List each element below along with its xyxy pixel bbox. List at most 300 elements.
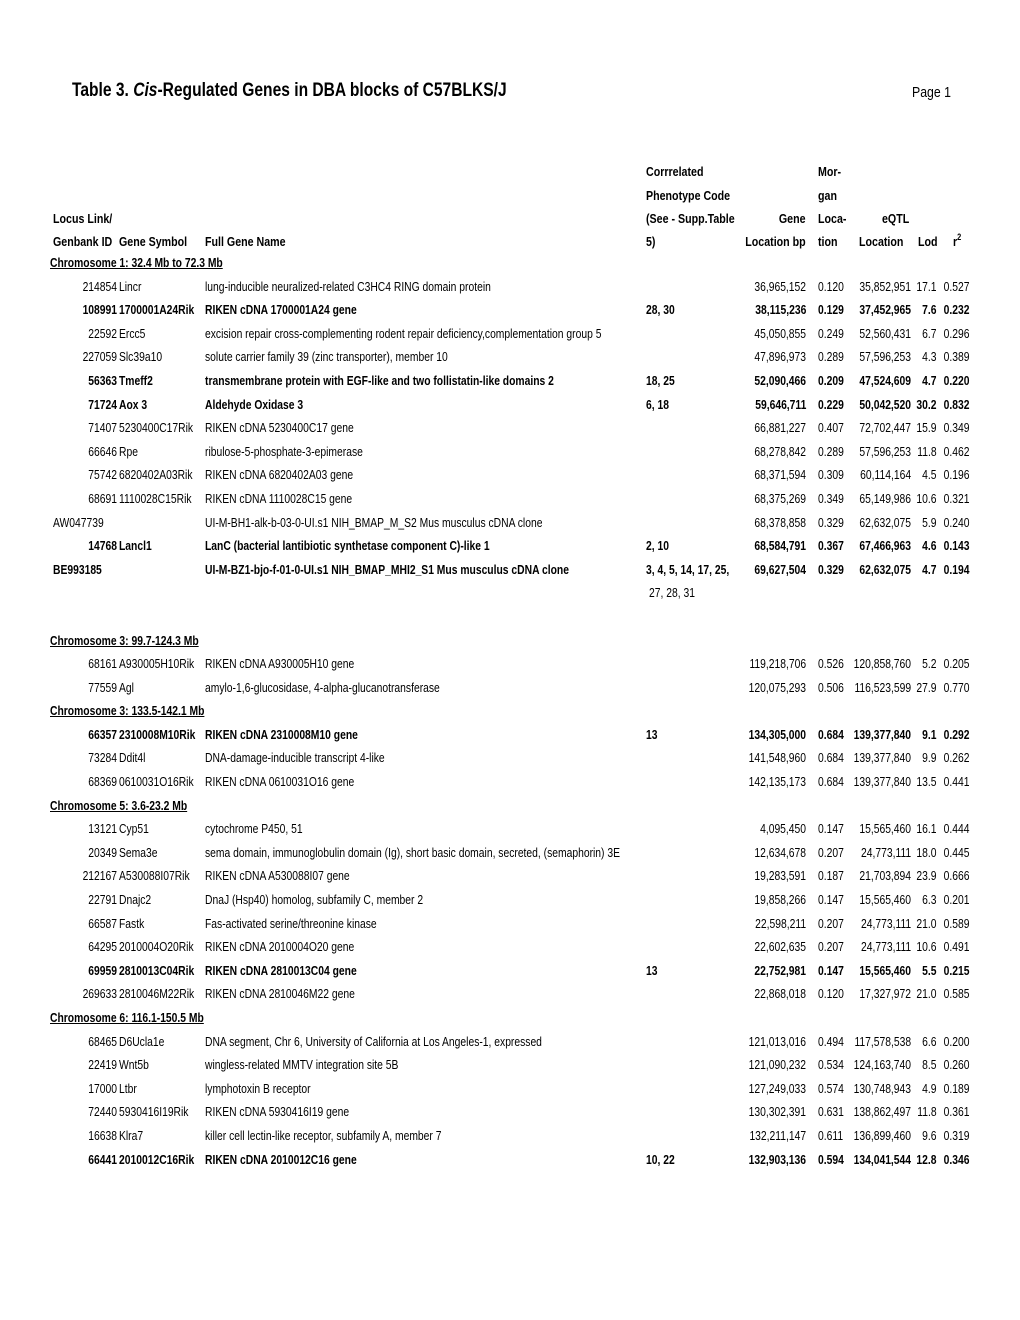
gene-location-cell: 47,896,973	[754, 350, 806, 365]
gene-location-cell: 19,858,266	[754, 893, 806, 908]
full-gene-name-cell: UI-M-BH1-alk-b-03-0-UI.s1 NIH_BMAP_M_S2 Mus musculus cDNA clone	[205, 515, 543, 530]
header-r2	[953, 230, 961, 254]
morgan-location-cell: 0.207	[818, 916, 844, 931]
table-row	[0, 725, 1020, 749]
table-row	[0, 277, 1020, 301]
morgan-location-cell: 0.289	[818, 350, 844, 365]
locus-link-cell: 68161	[88, 657, 117, 672]
header-gene-1: Gene	[779, 211, 806, 226]
lod-cell: 21.0	[916, 916, 937, 931]
morgan-location-cell: 0.329	[818, 562, 844, 577]
r2-cell: 0.462	[944, 444, 970, 459]
eqtl-location-cell: 139,377,840	[853, 751, 911, 766]
gene-symbol-cell: 1110028C15Rik	[119, 491, 192, 506]
full-gene-name-cell: DNA segment, Chr 6, University of California at Los Angeles-1, expressed	[205, 1034, 542, 1049]
eqtl-location-cell: 65,149,986	[859, 491, 911, 506]
eqtl-location-cell: 60,114,164	[860, 468, 911, 483]
gene-symbol-cell: D6Ucla1e	[119, 1034, 165, 1049]
eqtl-location-cell: 62,632,075	[859, 562, 911, 577]
chromosome-section-label: Chromosome 5: 3.6-23.2 Mb	[50, 798, 188, 813]
lod-cell: 10.6	[916, 940, 937, 955]
lod-cell: 13.5	[916, 775, 937, 790]
r2-cell: 0.444	[944, 822, 970, 837]
table-row	[0, 465, 1020, 489]
header-eqtl: eQTL	[882, 211, 910, 226]
morgan-location-cell: 0.684	[818, 751, 844, 766]
full-gene-name-cell: RIKEN cDNA 1110028C15 gene	[205, 491, 353, 506]
header-gene-symbol: Gene Symbol	[119, 234, 188, 249]
morgan-location-cell: 0.147	[818, 822, 844, 837]
locus-link-cell: 68369	[88, 775, 117, 790]
morgan-location-cell: 0.594	[818, 1152, 844, 1167]
section-row	[0, 1008, 1020, 1032]
gene-symbol-cell: 0610031O16Rik	[119, 775, 194, 790]
morgan-location-cell: 0.631	[818, 1105, 844, 1120]
full-gene-name-cell: RIKEN cDNA 2010004O20 gene	[205, 940, 355, 955]
eqtl-location-cell: 24,773,111	[860, 916, 911, 931]
locus-link-cell: 66357	[88, 727, 117, 742]
morgan-location-cell: 0.229	[818, 397, 844, 412]
gene-location-cell: 38,115,236	[754, 303, 806, 318]
table-row	[0, 1126, 1020, 1150]
phenotype-code-cell: 10, 22	[646, 1152, 675, 1167]
table-row	[0, 914, 1020, 938]
r2-cell: 0.349	[944, 421, 970, 436]
morgan-location-cell: 0.147	[818, 893, 844, 908]
r2-cell: 0.196	[944, 468, 970, 483]
section-row	[0, 701, 1020, 725]
table-row	[0, 748, 1020, 772]
full-gene-name-cell: killer cell lectin-like receptor, subfamily A, member 7	[205, 1128, 442, 1143]
locus-link-cell: 77559	[88, 680, 117, 695]
locus-link-cell: 68465	[88, 1034, 117, 1049]
header-morgan-4: tion	[818, 234, 838, 249]
genbank-id-cell: BE993185	[53, 562, 102, 577]
eqtl-location-cell: 139,377,840	[853, 775, 911, 790]
morgan-location-cell: 0.187	[818, 869, 844, 884]
table-row	[0, 395, 1020, 419]
lod-cell: 6.3	[922, 893, 937, 908]
lod-cell: 4.3	[922, 350, 937, 365]
spacer-row	[0, 607, 1020, 631]
morgan-location-cell: 0.129	[818, 303, 844, 318]
morgan-location-cell: 0.534	[818, 1058, 844, 1073]
title-suffix: -Regulated Genes in DBA blocks of C57BLKS/J	[157, 80, 507, 101]
eqtl-location-cell: 15,565,460	[859, 963, 911, 978]
morgan-location-cell: 0.506	[818, 680, 844, 695]
full-gene-name-cell: RIKEN cDNA 2810013C04 gene	[205, 963, 357, 978]
full-gene-name-cell: RIKEN cDNA A530088I07 gene	[205, 869, 350, 884]
section-row	[0, 631, 1020, 655]
page-number: Page 1	[912, 84, 951, 101]
gene-location-cell: 4,095,450	[760, 822, 806, 837]
locus-link-cell: 214854	[82, 279, 117, 294]
full-gene-name-cell: lung-inducible neuralized-related C3HC4 RING domain protein	[205, 279, 491, 294]
phenotype-code-cell: 2, 10	[646, 539, 669, 554]
morgan-location-cell: 0.120	[818, 987, 844, 1002]
chromosome-section-label: Chromosome 3: 133.5-142.1 Mb	[50, 704, 205, 719]
morgan-location-cell: 0.574	[818, 1081, 844, 1096]
r2-cell: 0.441	[944, 775, 970, 790]
table-row	[0, 819, 1020, 843]
r2-cell: 0.491	[944, 940, 970, 955]
lod-cell: 21.0	[916, 987, 937, 1002]
lod-cell: 4.7	[922, 562, 937, 577]
r2-cell: 0.201	[944, 893, 970, 908]
locus-link-cell: 69959	[88, 963, 117, 978]
gene-location-cell: 121,013,016	[748, 1034, 806, 1049]
gene-location-cell: 68,278,842	[754, 444, 806, 459]
eqtl-location-cell: 24,773,111	[860, 845, 911, 860]
locus-link-cell: 22592	[88, 326, 117, 341]
gene-symbol-cell: 5230400C17Rik	[119, 421, 194, 436]
locus-link-cell: 56363	[88, 373, 117, 388]
lod-cell: 4.9	[922, 1081, 937, 1096]
gene-symbol-cell: A930005H10Rik	[119, 657, 195, 672]
gene-location-cell: 66,881,227	[754, 421, 806, 436]
lod-cell: 16.1	[916, 822, 937, 837]
lod-cell: 17.1	[916, 279, 937, 294]
morgan-location-cell: 0.349	[818, 491, 844, 506]
header-phenotype-3: (See - Supp.Table	[646, 211, 735, 226]
gene-location-cell: 22,868,018	[754, 987, 806, 1002]
header-r2-label: r	[953, 234, 958, 249]
gene-location-cell: 132,211,147	[749, 1128, 806, 1143]
table-row	[0, 961, 1020, 985]
lod-cell: 5.2	[922, 657, 937, 672]
eqtl-location-cell: 72,702,447	[859, 421, 911, 436]
full-gene-name-cell: amylo-1,6-glucosidase, 4-alpha-glucanotransferase	[205, 680, 440, 695]
gene-location-cell: 130,302,391	[748, 1105, 806, 1120]
gene-location-cell: 52,090,466	[754, 373, 806, 388]
header-phenotype-4: 5)	[646, 234, 656, 249]
r2-cell: 0.389	[944, 350, 970, 365]
gene-location-cell: 68,584,791	[754, 539, 806, 554]
eqtl-location-cell: 138,862,497	[853, 1105, 911, 1120]
lod-cell: 6.7	[922, 326, 937, 341]
morgan-location-cell: 0.684	[818, 775, 844, 790]
r2-cell: 0.240	[944, 515, 970, 530]
gene-location-cell: 19,283,591	[754, 869, 806, 884]
gene-symbol-cell: Slc39a10	[119, 350, 163, 365]
r2-cell: 0.445	[944, 845, 970, 860]
full-gene-name-cell: RIKEN cDNA 5230400C17 gene	[205, 421, 354, 436]
lod-cell: 5.9	[922, 515, 937, 530]
morgan-location-cell: 0.684	[818, 727, 844, 742]
locus-link-cell: 22791	[88, 893, 117, 908]
locus-link-cell: 108991	[82, 303, 117, 318]
full-gene-name-cell: excision repair cross-complementing rodent repair deficiency,complementation group 5	[205, 326, 602, 341]
header-morgan-1: Mor-	[818, 164, 842, 179]
morgan-location-cell: 0.209	[818, 373, 844, 388]
full-gene-name-cell: ribulose-5-phosphate-3-epimerase	[205, 444, 363, 459]
gene-symbol-cell: A530088I07Rik	[119, 869, 190, 884]
header-phenotype-1: Corrrelated	[646, 164, 704, 179]
gene-location-cell: 141,548,960	[748, 751, 806, 766]
gene-symbol-cell: Tmeff2	[119, 373, 153, 388]
table-row	[0, 560, 1020, 584]
gene-symbol-cell: Aox 3	[119, 397, 148, 412]
eqtl-location-cell: 37,452,965	[859, 303, 911, 318]
gene-symbol-cell: Wnt5b	[119, 1058, 149, 1073]
gene-location-cell: 120,075,293	[748, 680, 806, 695]
lod-cell: 4.6	[922, 539, 937, 554]
locus-link-cell: 64295	[88, 940, 117, 955]
header-genbank-id: Genbank ID	[53, 234, 113, 249]
lod-cell: 7.6	[922, 303, 937, 318]
full-gene-name-cell: RIKEN cDNA 2810046M22 gene	[205, 987, 355, 1002]
gene-location-cell: 68,378,858	[754, 515, 806, 530]
eqtl-location-cell: 24,773,111	[860, 940, 911, 955]
locus-link-cell: 72440	[88, 1105, 117, 1120]
r2-cell: 0.205	[944, 657, 970, 672]
table-row	[0, 324, 1020, 348]
full-gene-name-cell: UI-M-BZ1-bjo-f-01-0-UI.s1 NIH_BMAP_MHI2_S1 Mus musculus cDNA clone	[205, 562, 569, 577]
gene-symbol-cell: Lancl1	[119, 539, 152, 554]
r2-cell: 0.296	[944, 326, 970, 341]
header-phenotype-2: Phenotype Code	[646, 188, 731, 203]
morgan-location-cell: 0.309	[818, 468, 844, 483]
gene-location-cell: 134,305,000	[748, 727, 806, 742]
locus-link-cell: 66587	[88, 916, 117, 931]
full-gene-name-cell: RIKEN cDNA 2010012C16 gene	[205, 1152, 357, 1167]
r2-cell: 0.361	[944, 1105, 970, 1120]
table-row	[0, 442, 1020, 466]
lod-cell: 27.9	[916, 680, 937, 695]
full-gene-name-cell: sema domain, immunoglobulin domain (Ig), short basic domain, secreted, (semaphorin) 3E	[205, 845, 620, 860]
locus-link-cell: 269633	[82, 987, 117, 1002]
gene-location-cell: 121,090,232	[748, 1058, 806, 1073]
eqtl-location-cell: 67,466,963	[859, 539, 911, 554]
gene-location-cell: 22,602,635	[754, 940, 806, 955]
morgan-location-cell: 0.494	[818, 1034, 844, 1049]
locus-link-cell: 71407	[88, 421, 117, 436]
table-row	[0, 347, 1020, 371]
eqtl-location-cell: 15,565,460	[859, 822, 911, 837]
full-gene-name-cell: RIKEN cDNA 1700001A24 gene	[205, 303, 357, 318]
full-gene-name-cell: RIKEN cDNA A930005H10 gene	[205, 657, 355, 672]
r2-cell: 0.292	[944, 727, 970, 742]
lod-cell: 5.5	[922, 963, 937, 978]
morgan-location-cell: 0.611	[818, 1128, 844, 1143]
gene-location-cell: 22,752,981	[754, 963, 806, 978]
full-gene-name-cell: RIKEN cDNA 6820402A03 gene	[205, 468, 354, 483]
phenotype-code-cell: 13	[646, 727, 658, 742]
locus-link-cell: 66646	[88, 444, 117, 459]
r2-cell: 0.346	[944, 1152, 970, 1167]
eqtl-location-cell: 136,899,460	[853, 1128, 911, 1143]
table-row	[0, 513, 1020, 537]
phenotype-code-cell: 18, 25	[646, 373, 675, 388]
gene-symbol-cell: 2310008M10Rik	[119, 727, 196, 742]
phenotype-code-cell: 13	[646, 963, 658, 978]
header-lod: Lod	[918, 234, 938, 249]
eqtl-location-cell: 117,578,538	[854, 1034, 911, 1049]
gene-symbol-cell: Cyp51	[119, 822, 149, 837]
gene-symbol-cell: Klra7	[119, 1128, 144, 1143]
gene-symbol-cell: 1700001A24Rik	[119, 303, 195, 318]
r2-cell: 0.770	[944, 680, 970, 695]
header-eqtl-location: Location	[859, 234, 904, 249]
gene-location-cell: 69,627,504	[754, 562, 806, 577]
morgan-location-cell: 0.367	[818, 539, 844, 554]
genbank-id-cell: AW047739	[53, 515, 104, 530]
lod-cell: 12.8	[916, 1152, 937, 1167]
header-r2-sup: 2	[957, 232, 962, 242]
phenotype-code-cell: 28, 30	[646, 303, 675, 318]
table-row	[0, 1055, 1020, 1079]
gene-location-cell: 59,646,711	[754, 397, 806, 412]
table-row	[0, 1150, 1020, 1174]
table-row	[0, 1079, 1020, 1103]
table-row	[0, 1032, 1020, 1056]
phenotype-code-cell: 27, 28, 31	[649, 586, 695, 601]
page-title	[72, 80, 507, 102]
gene-symbol-cell: Fastk	[119, 916, 145, 931]
full-gene-name-cell: lymphotoxin B receptor	[205, 1081, 311, 1096]
header-locus-link: Locus Link/	[53, 211, 113, 226]
gene-symbol-cell: 2810013C04Rik	[119, 963, 195, 978]
gene-symbol-cell: Ltbr	[119, 1081, 137, 1096]
full-gene-name-cell: RIKEN cDNA 5930416I19 gene	[205, 1105, 350, 1120]
table-row	[0, 654, 1020, 678]
locus-link-cell: 20349	[88, 845, 117, 860]
lod-cell: 23.9	[916, 869, 937, 884]
gene-location-cell: 68,371,594	[754, 468, 806, 483]
morgan-location-cell: 0.147	[818, 963, 844, 978]
lod-cell: 9.6	[922, 1128, 937, 1143]
gene-location-cell: 127,249,033	[748, 1081, 806, 1096]
eqtl-location-cell: 57,596,253	[859, 350, 911, 365]
lod-cell: 9.1	[922, 727, 937, 742]
eqtl-location-cell: 134,041,544	[853, 1152, 911, 1167]
section-row	[0, 796, 1020, 820]
gene-location-cell: 45,050,855	[754, 326, 806, 341]
gene-location-cell: 36,965,152	[754, 279, 806, 294]
gene-symbol-cell: Sema3e	[119, 845, 158, 860]
lod-cell: 9.9	[922, 751, 937, 766]
locus-link-cell: 68691	[88, 491, 117, 506]
eqtl-location-cell: 139,377,840	[853, 727, 911, 742]
full-gene-name-cell: RIKEN cDNA 0610031O16 gene	[205, 775, 355, 790]
chromosome-section-label: Chromosome 6: 116.1-150.5 Mb	[50, 1011, 204, 1025]
locus-link-cell: 75742	[88, 468, 117, 483]
lod-cell: 6.6	[922, 1034, 937, 1049]
lod-cell: 30.2	[916, 397, 937, 412]
gene-location-cell: 142,135,173	[748, 775, 806, 790]
morgan-location-cell: 0.289	[818, 444, 844, 459]
eqtl-location-cell: 116,523,599	[854, 680, 911, 695]
r2-cell: 0.232	[944, 303, 970, 318]
morgan-location-cell: 0.526	[818, 657, 844, 672]
table-row	[0, 678, 1020, 702]
full-gene-name-cell: DNA-damage-inducible transcript 4-like	[205, 751, 385, 766]
gene-symbol-cell: 2010012C16Rik	[119, 1152, 195, 1167]
title-prefix: Table 3.	[72, 80, 129, 101]
lod-cell: 10.6	[916, 491, 937, 506]
r2-cell: 0.143	[944, 539, 970, 554]
chromosome-section-label: Chromosome 3: 99.7-124.3 Mb	[50, 633, 199, 648]
gene-symbol-cell: 2810046M22Rik	[119, 987, 195, 1002]
morgan-location-cell: 0.249	[818, 326, 844, 341]
eqtl-location-cell: 52,560,431	[859, 326, 911, 341]
gene-symbol-cell: Dnajc2	[119, 893, 152, 908]
section-row	[0, 253, 1020, 277]
table-row	[0, 984, 1020, 1008]
full-gene-name-cell: cytochrome P450, 51	[205, 822, 303, 837]
gene-location-cell: 68,375,269	[754, 491, 806, 506]
locus-link-cell: 17000	[88, 1081, 117, 1096]
locus-link-cell: 227059	[82, 350, 117, 365]
r2-cell: 0.319	[944, 1128, 970, 1143]
morgan-location-cell: 0.207	[818, 940, 844, 955]
phenotype-code-cell: 3, 4, 5, 14, 17, 25,	[646, 562, 730, 577]
r2-cell: 0.215	[944, 963, 970, 978]
gene-location-cell: 22,598,211	[755, 916, 806, 931]
eqtl-location-cell: 47,524,609	[859, 373, 911, 388]
lod-cell: 11.8	[917, 444, 937, 459]
table-row	[0, 489, 1020, 513]
eqtl-location-cell: 124,163,740	[853, 1058, 911, 1073]
table-row	[0, 300, 1020, 324]
r2-cell: 0.260	[944, 1058, 970, 1073]
full-gene-name-cell: LanC (bacterial lantibiotic synthetase component C)-like 1	[205, 539, 490, 554]
gene-symbol-cell: Agl	[119, 680, 134, 695]
locus-link-cell: 13121	[88, 822, 117, 837]
eqtl-location-cell: 21,703,894	[859, 869, 911, 884]
table-row	[0, 890, 1020, 914]
header-full-gene-name: Full Gene Name	[205, 234, 286, 249]
eqtl-location-cell: 50,042,520	[859, 397, 911, 412]
table-row	[0, 772, 1020, 796]
table-row	[0, 937, 1020, 961]
r2-cell: 0.321	[944, 491, 970, 506]
gene-symbol-cell: 2010004O20Rik	[119, 940, 194, 955]
eqtl-location-cell: 35,852,951	[859, 279, 911, 294]
r2-cell: 0.585	[944, 987, 970, 1002]
eqtl-location-cell: 130,748,943	[853, 1081, 911, 1096]
locus-link-cell: 66441	[88, 1152, 117, 1167]
r2-cell: 0.589	[944, 916, 970, 931]
gene-symbol-cell: 5930416I19Rik	[119, 1105, 189, 1120]
r2-cell: 0.832	[944, 397, 970, 412]
gene-symbol-cell: Lincr	[119, 279, 142, 294]
full-gene-name-cell: DnaJ (Hsp40) homolog, subfamily C, member 2	[205, 893, 424, 908]
table-row	[0, 536, 1020, 560]
gene-location-cell: 132,903,136	[748, 1152, 806, 1167]
eqtl-location-cell: 62,632,075	[859, 515, 911, 530]
lod-cell: 4.5	[922, 468, 937, 483]
morgan-location-cell: 0.207	[818, 845, 844, 860]
gene-symbol-cell: 6820402A03Rik	[119, 468, 193, 483]
table-row	[0, 418, 1020, 442]
r2-cell: 0.189	[944, 1081, 970, 1096]
table-row	[0, 1102, 1020, 1126]
eqtl-location-cell: 120,858,760	[853, 657, 911, 672]
r2-cell: 0.527	[944, 279, 970, 294]
chromosome-section-label: Chromosome 1: 32.4 Mb to 72.3 Mb	[50, 256, 223, 270]
gene-symbol-cell: Rpe	[119, 444, 138, 459]
gene-location-cell: 119,218,706	[749, 657, 806, 672]
full-gene-name-cell: solute carrier family 39 (zinc transporter), member 10	[205, 350, 448, 365]
r2-cell: 0.262	[944, 751, 970, 766]
table-row	[0, 866, 1020, 890]
r2-cell: 0.666	[944, 869, 970, 884]
r2-cell: 0.194	[944, 562, 970, 577]
continuation-row	[0, 583, 1020, 607]
morgan-location-cell: 0.120	[818, 279, 844, 294]
lod-cell: 15.9	[916, 421, 937, 436]
